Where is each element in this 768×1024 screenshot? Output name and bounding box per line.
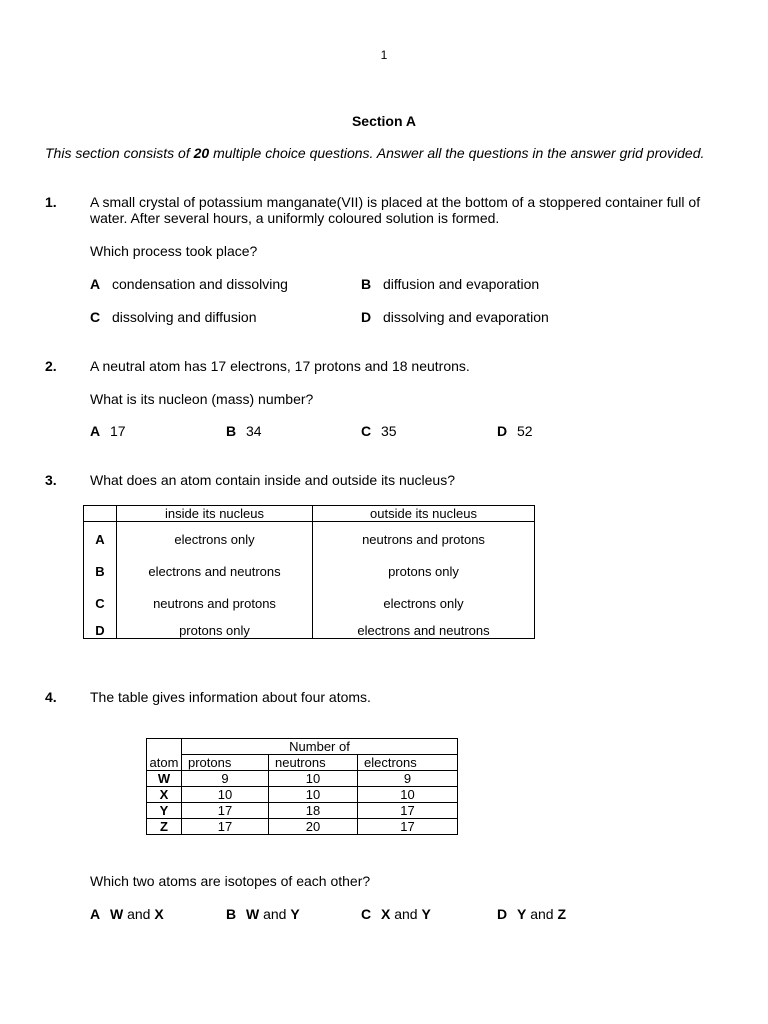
question-2-option-c [361, 423, 397, 439]
option-letter: A [90, 906, 101, 922]
option-atom-first: Y [517, 906, 527, 922]
table-row [147, 771, 458, 787]
option-letter: D [497, 423, 508, 439]
option-atom-second: Y [421, 906, 431, 922]
option-letter: C [361, 423, 372, 439]
cell-atom: W [147, 771, 182, 787]
question-1-number: 1. [45, 194, 57, 210]
question-3-text: What does an atom contain inside and outside its nucleus? [90, 472, 456, 488]
row-letter: D [84, 619, 117, 639]
option-letter: C [90, 309, 101, 325]
row-letter: C [84, 587, 117, 619]
cell-neutrons: 18 [269, 803, 358, 819]
table-row [147, 787, 458, 803]
question-1-option-d [361, 309, 549, 325]
question-4-prompt: Which two atoms are isotopes of each other? [90, 873, 371, 889]
option-atom-second: Y [290, 906, 300, 922]
cell-protons: 17 [182, 819, 269, 835]
question-4-option-c [361, 906, 431, 922]
option-text: 17 [110, 423, 126, 439]
option-text: 52 [517, 423, 533, 439]
header-protons: protons [182, 755, 269, 771]
option-text: dissolving and evaporation [383, 309, 549, 325]
option-atom-first: W [246, 906, 260, 922]
option-text: diffusion and evaporation [383, 276, 540, 292]
cell-atom: X [147, 787, 182, 803]
option-letter: A [90, 276, 101, 292]
question-2-prompt: What is its nucleon (mass) number? [90, 391, 314, 407]
header-atom: atom [147, 739, 182, 771]
page-number: 1 [380, 48, 388, 62]
cell-atom: Z [147, 819, 182, 835]
intro-text-after: multiple choice questions. Answer all the questions in the answer grid provided. [209, 145, 705, 161]
cell-electrons: 17 [358, 819, 458, 835]
question-4-table [146, 738, 458, 835]
option-letter: B [226, 423, 237, 439]
cell-neutrons: 20 [269, 819, 358, 835]
cell-electrons: 10 [358, 787, 458, 803]
option-and: and [259, 906, 291, 922]
table-corner-cell [84, 506, 117, 522]
cell-outside: neutrons and protons [313, 522, 535, 556]
option-text: dissolving and diffusion [112, 309, 257, 325]
cell-inside: neutrons and protons [117, 587, 313, 619]
cell-inside: electrons and neutrons [117, 555, 313, 587]
cell-outside: electrons and neutrons [313, 619, 535, 639]
table-row [147, 803, 458, 819]
option-and: and [123, 906, 155, 922]
question-3-number: 3. [45, 472, 57, 488]
option-letter: D [497, 906, 508, 922]
option-letter: A [90, 423, 101, 439]
question-4-option-b [226, 906, 300, 922]
question-1-option-a [90, 276, 288, 292]
intro-text-before: This section consists of [45, 145, 194, 161]
table-row [84, 619, 535, 639]
question-2-text: A neutral atom has 17 electrons, 17 protons and 18 neutrons. [90, 358, 470, 374]
option-and: and [526, 906, 558, 922]
cell-protons: 17 [182, 803, 269, 819]
table-row [84, 555, 535, 587]
row-letter: B [84, 555, 117, 587]
table-group-header-row [147, 739, 458, 755]
option-and: and [390, 906, 422, 922]
table-row [147, 819, 458, 835]
option-atom-second: Z [557, 906, 567, 922]
question-2-option-d [497, 423, 533, 439]
section-intro [45, 145, 704, 161]
option-text: 34 [246, 423, 262, 439]
cell-inside: electrons only [117, 522, 313, 556]
header-outside-nucleus: outside its nucleus [313, 506, 535, 522]
question-2-option-a [90, 423, 126, 439]
table-header-row [84, 506, 535, 522]
option-atom-first: W [110, 906, 124, 922]
question-1-text: A small crystal of potassium manganate(VII) is placed at the bottom of a stoppered container full of water. After several hours, a uniformly coloured solution is formed. [90, 194, 701, 226]
cell-neutrons: 10 [269, 787, 358, 803]
question-2-option-b [226, 423, 262, 439]
question-1-prompt: Which process took place? [90, 243, 258, 259]
question-1-option-b [361, 276, 539, 292]
header-number-of: Number of [182, 739, 458, 755]
question-4-option-d [497, 906, 566, 922]
option-text: 35 [381, 423, 397, 439]
option-atom-second: X [154, 906, 164, 922]
section-title: Section A [351, 113, 417, 129]
question-1-option-c [90, 309, 257, 325]
question-4-option-a [90, 906, 164, 922]
option-text: condensation and dissolving [112, 276, 288, 292]
cell-outside: electrons only [313, 587, 535, 619]
question-4-text: The table gives information about four atoms. [90, 689, 371, 705]
cell-electrons: 17 [358, 803, 458, 819]
cell-electrons: 9 [358, 771, 458, 787]
option-letter: C [361, 906, 372, 922]
question-2-number: 2. [45, 358, 57, 374]
row-letter: A [84, 522, 117, 556]
option-letter: B [361, 276, 372, 292]
cell-neutrons: 10 [269, 771, 358, 787]
option-atom-first: X [381, 906, 391, 922]
cell-outside: protons only [313, 555, 535, 587]
cell-inside: protons only [117, 619, 313, 639]
header-neutrons: neutrons [269, 755, 358, 771]
question-3-table [83, 505, 535, 639]
table-row [84, 522, 535, 556]
option-letter: D [361, 309, 372, 325]
question-4-number: 4. [45, 689, 57, 705]
table-row [84, 587, 535, 619]
cell-protons: 10 [182, 787, 269, 803]
cell-atom: Y [147, 803, 182, 819]
option-letter: B [226, 906, 237, 922]
cell-protons: 9 [182, 771, 269, 787]
table-header-row [147, 755, 458, 771]
intro-question-count: 20 [193, 145, 210, 161]
header-inside-nucleus: inside its nucleus [117, 506, 313, 522]
header-electrons: electrons [358, 755, 458, 771]
